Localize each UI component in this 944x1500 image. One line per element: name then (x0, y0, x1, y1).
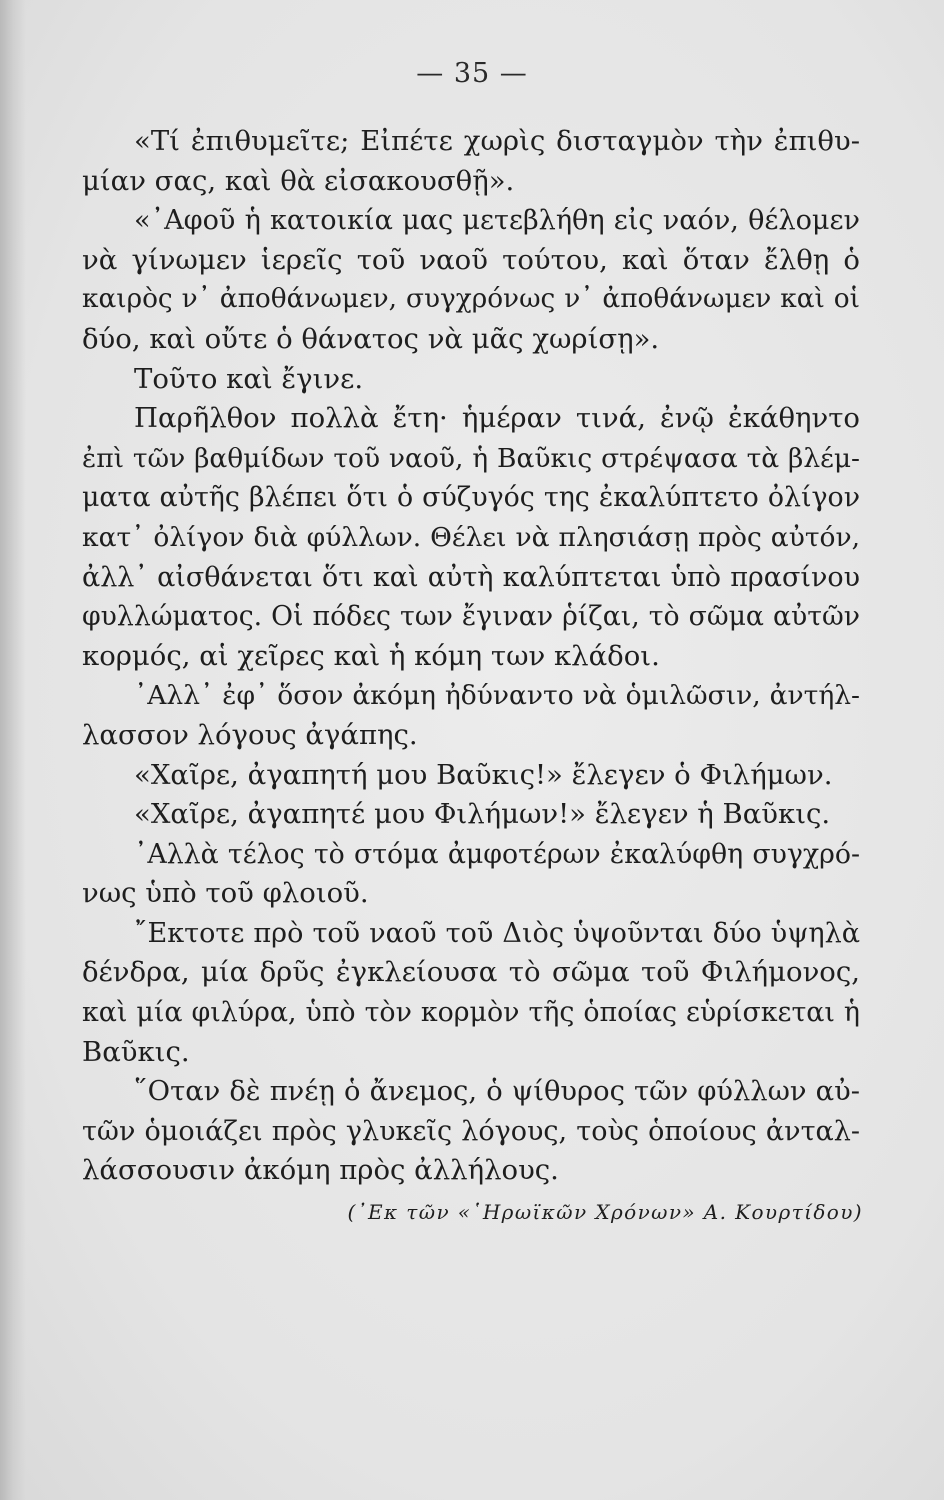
page-fold-shadow (0, 0, 26, 1500)
text-line: «᾿Αφοῦ ἡ κατοικία μας μετεβλήθη εἰς ναόν, θέλομεν (134, 205, 860, 237)
text-line: ῎Εκτοτε πρὸ τοῦ ναοῦ τοῦ Διὸς ὑψοῦνται δύο ὑψηλὰ (134, 917, 860, 949)
text-line: λασσον λόγους ἀγάπης. (82, 718, 418, 751)
text-line: νὰ γίνωμεν ἱερεῖς τοῦ ναοῦ τούτου, καὶ ὅταν ἔλθῃ ὁ (82, 243, 860, 276)
text-line: Παρῆλθον πολλὰ ἔτη· ἡμέραν τινά, ἐνῷ ἐκάθηντο (134, 402, 860, 435)
text-line: δένδρα, μία δρῦς ἐγκλείουσα τὸ σῶμα τοῦ Φιλήμονος, (82, 956, 860, 989)
text-line: μίαν σας, καὶ θὰ εἰσακουσθῇ». (82, 164, 515, 197)
text-line: κορμός, αἱ χεῖρες καὶ ἡ κόμη των κλάδοι. (82, 639, 660, 672)
text-line: Τοῦτο καὶ ἔγινε. (134, 362, 364, 395)
text-line: ματα αὐτῆς βλέπει ὅτι ὁ σύζυγός της ἐκαλύπτετο ὀλίγον (82, 482, 860, 514)
body-text (82, 122, 860, 1191)
text-line: «Τί ἐπιθυμεῖτε; Εἰπέτε χωρὶς δισταγμὸν τὴν ἐπιθυ- (134, 125, 860, 157)
text-line: Βαῦκις. (82, 1035, 190, 1068)
text-line: «Χαῖρε, ἀγαπητέ μου Φιλήμων!» ἔλεγεν ἡ Βαῦκις. (134, 798, 831, 831)
text-line: δύο, καὶ οὔτε ὁ θάνατος νὰ μᾶς χωρίσῃ». (82, 322, 660, 355)
text-line: κατ᾿ ὀλίγον διὰ φύλλων. Θέλει νὰ πλησιάσῃ πρὸς αὐτόν, (82, 521, 860, 553)
text-line: νως ὑπὸ τοῦ φλοιοῦ. (82, 877, 369, 910)
text-line: ῞Οταν δὲ πνέῃ ὁ ἄνεμος, ὁ ψίθυρος τῶν φύλλων αὐ- (134, 1076, 860, 1108)
text-line: ἐπὶ τῶν βαθμίδων τοῦ ναοῦ, ἡ Βαῦκις στρέψασα τὰ βλέμ- (82, 442, 860, 474)
text-line: ᾿Αλλ᾿ ἐφ᾿ ὅσον ἀκόμη ἠδύναντο νὰ ὁμιλῶσιν, ἀντήλ- (134, 680, 860, 712)
text-line: τῶν ὁμοιάζει πρὸς γλυκεῖς λόγους, τοὺς ὁποίους ἀνταλ- (82, 1115, 860, 1147)
text-line: ᾿Αλλὰ τέλος τὸ στόμα ἀμφοτέρων ἐκαλύφθη συγχρό- (134, 838, 860, 870)
source-attribution: (᾿Εκ τῶν «῾Ηρωϊκῶν Χρόνων» Α. Κουρτίδου) (347, 1200, 863, 1224)
text-line: φυλλώματος. Οἱ πόδες των ἔγιναν ῥίζαι, τὸ σῶμα αὐτῶν (82, 601, 860, 633)
text-line: ἀλλ᾿ αἰσθάνεται ὅτι καὶ αὐτὴ καλύπτεται ὑπὸ πρασίνου (82, 561, 860, 593)
text-line: λάσσουσιν ἀκόμη πρὸς ἀλλήλους. (82, 1154, 559, 1187)
text-line: καιρὸς ν᾿ ἀποθάνωμεν, συγχρόνως ν᾿ ἀποθάνωμεν καὶ οἱ (82, 284, 860, 315)
text-line: καὶ μία φιλύρα, ὑπὸ τὸν κορμὸν τῆς ὁποίας εὑρίσκεται ἡ (82, 997, 860, 1029)
page-number: — 35 — (416, 58, 528, 89)
text-line: «Χαῖρε, ἀγαπητή μου Βαῦκις!» ἔλεγεν ὁ Φιλήμων. (134, 758, 833, 791)
